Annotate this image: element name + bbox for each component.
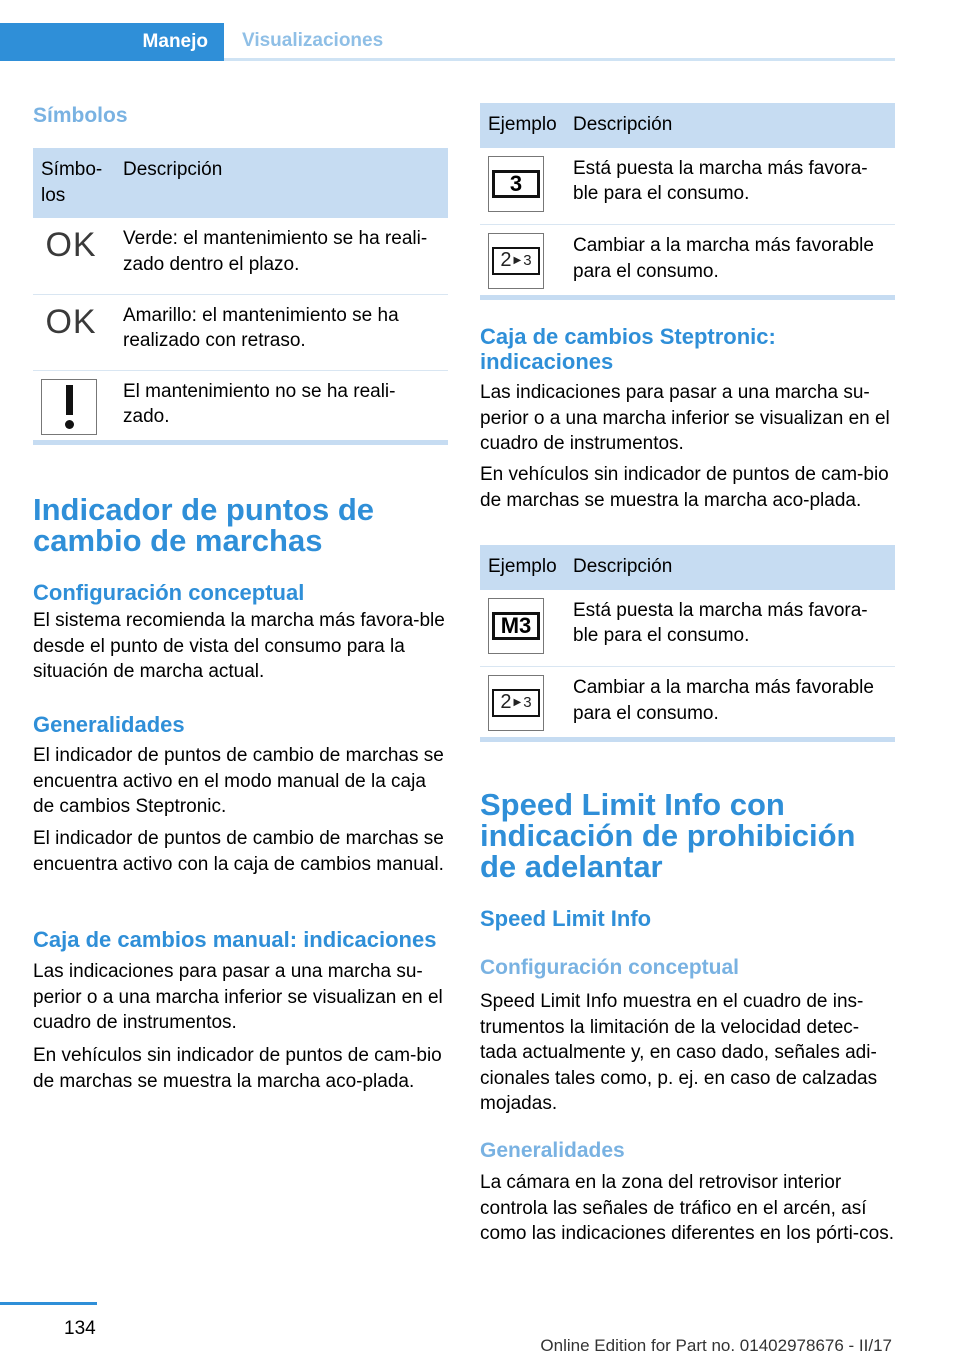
table-row — [480, 148, 895, 225]
column-header-description: Descripción — [115, 148, 448, 218]
column-header-example: Ejemplo — [480, 545, 565, 590]
tab-visualizaciones[interactable]: Visualizaciones — [224, 23, 895, 61]
tab-manejo[interactable]: Manejo — [0, 23, 224, 61]
table-end-rule — [480, 737, 895, 742]
table-row — [33, 294, 448, 370]
section-title-speed-limit: Speed Limit Info con indicación de prohibición de adelantar — [480, 787, 856, 884]
speed-concept-heading: Configuración conceptual — [480, 956, 740, 979]
footer-rule — [0, 1302, 97, 1305]
ok-yellow-icon: OK — [45, 302, 97, 341]
steptronic-text-2: En vehículos sin indicador de puntos de cam-bio de marchas se muestra la marcha aco-plada. — [480, 464, 889, 511]
table-row — [33, 218, 448, 294]
gear-example-table-1 — [480, 103, 895, 301]
table-cell-description: Está puesta la marcha más favora-ble para el consumo. — [565, 590, 895, 667]
column-header-description: Descripción — [565, 103, 895, 148]
general-text-1: El indicador de puntos de cambio de marchas se encuentra activo en el modo manual de la caja de cambios Steptronic. — [33, 745, 444, 817]
column-header-symbols: Símbo-los — [33, 148, 115, 218]
general-text-2: El indicador de puntos de cambio de marchas se encuentra activo con la caja de cambios manual. — [33, 828, 444, 875]
table-row — [480, 225, 895, 301]
ok-green-icon: OK — [45, 226, 97, 265]
speed-general-text: La cámara en la zona del retrovisor interior controla las señales de tráfico en el arcén, así como las indicaciones diferentes en los pórti-cos. — [480, 1172, 894, 1244]
gear-shift-up-icon: 2 ▶ 3 — [488, 675, 544, 731]
general-heading: Generalidades — [33, 712, 185, 737]
table-header-row — [480, 545, 895, 590]
manual-heading: Caja de cambios manual: indicaciones — [33, 927, 437, 952]
table-end-rule — [33, 440, 448, 445]
table-row — [33, 370, 448, 446]
symbols-table — [33, 148, 448, 446]
table-header-row — [480, 103, 895, 148]
table-row — [480, 667, 895, 743]
steptronic-text-1: Las indicaciones para pasar a una marcha su-perior o a una marcha inferior se visualizan en el cuadro de instrumentos. — [480, 382, 890, 454]
table-cell-description: Verde: el mantenimiento se ha reali-zado dentro el plazo. — [115, 218, 448, 294]
speed-general-heading: Generalidades — [480, 1139, 625, 1162]
table-header-row — [33, 148, 448, 218]
symbols-heading: Símbolos — [33, 104, 128, 127]
gear-3-icon: 3 — [488, 156, 544, 212]
table-cell-description: Amarillo: el mantenimiento se ha realizado con retraso. — [115, 294, 448, 370]
steptronic-heading: Caja de cambios Steptronic: indicaciones — [480, 324, 776, 374]
column-header-description: Descripción — [565, 545, 895, 590]
table-row — [480, 590, 895, 667]
table-end-rule — [480, 295, 895, 300]
table-cell-description: Cambiar a la marcha más favorable para el consumo. — [573, 235, 874, 282]
page-number: 134 — [64, 1318, 96, 1339]
concept-heading: Configuración conceptual — [33, 580, 305, 605]
concept-text: El sistema recomienda la marcha más favora-ble desde el punto de vista del consumo para la situación de marcha actual. — [33, 610, 445, 682]
exclamation-icon — [41, 379, 97, 435]
manual-text-1: Las indicaciones para pasar a una marcha su-perior o a una marcha inferior se visualizan en el cuadro de instrumentos. — [33, 961, 443, 1033]
speed-limit-subheading: Speed Limit Info — [480, 906, 652, 931]
section-title-gear-indicator: Indicador de puntos de cambio de marchas — [33, 492, 375, 558]
manual-text-2: En vehículos sin indicador de puntos de cam-bio de marchas se muestra la marcha aco-plada. — [33, 1045, 442, 1092]
speed-concept-text: Speed Limit Info muestra en el cuadro de ins-trumentos la limitación de la velocidad detec-tada actualmente y, en caso dado, señales adi-cionales tales como, p. ej. en caso de calzadas mojadas. — [480, 991, 878, 1114]
table-cell-description: Cambiar a la marcha más favorable para el consumo. — [573, 677, 874, 724]
column-header-example: Ejemplo — [480, 103, 565, 148]
gear-m3-icon: M3 — [488, 598, 544, 654]
edition-footer: Online Edition for Part no. 01402978676 - II/17 — [540, 1336, 892, 1355]
gear-shift-up-icon: 2 ▶ 3 — [488, 233, 544, 289]
table-cell-description: El mantenimiento no se ha reali-zado. — [123, 380, 396, 427]
table-cell-description: Está puesta la marcha más favora-ble para el consumo. — [565, 148, 895, 225]
gear-example-table-2 — [480, 545, 895, 743]
